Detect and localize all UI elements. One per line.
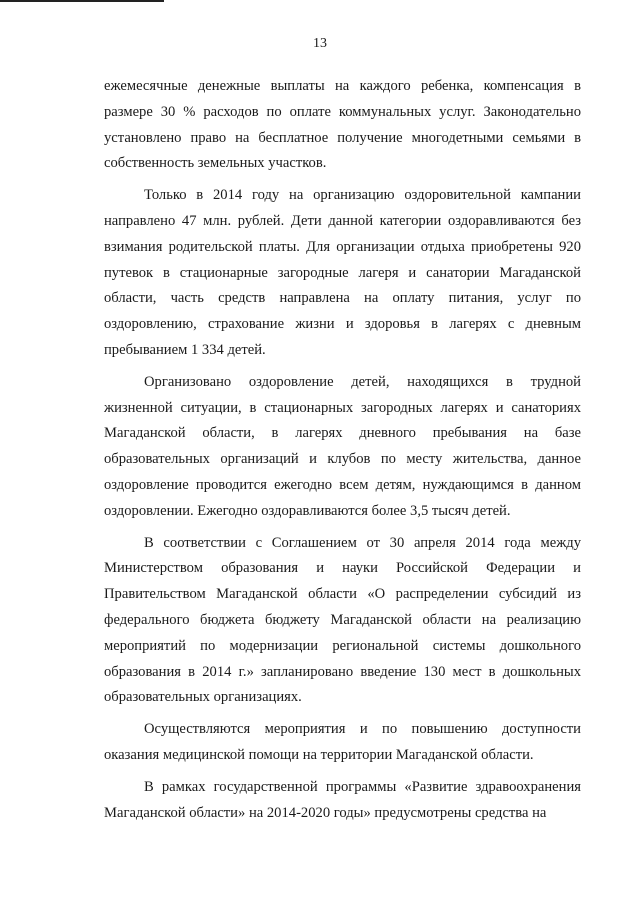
paragraph-continuation: ежемесячные денежные выплаты на каждого ребенка, компенсация в размере 30 % расходов по оплате коммунальных услуг. Законодательно установлено право на бесплатное получение многодетными семьями в собственность земельных участков. xyxy=(104,78,581,172)
paragraph-children-recovery: Организовано оздоровление детей, находящихся в трудной жизненной ситуации, в стационарных загородных лагерях и санаториях Магаданской области, в лагерях дневного пребывания на базе образовательных организаций и клубов по месту жительства, данное оздоровление проводится ежегодно всем детям, нуждающимся в данном оздоровлении. Ежегодно оздоравливаются более 3,5 тысяч детей. xyxy=(104,373,581,519)
document-body xyxy=(104,74,581,832)
top-rule xyxy=(0,0,164,2)
page-number: 13 xyxy=(313,36,327,51)
paragraph-agreement: В соответствии с Соглашением от 30 апреля 2014 года между Министерством образования и науки Российской Федерации и Правительством Магаданской области «О распределении субсидий из федерального бюджета бюджету Магаданской области на реализацию мероприятий по модернизации региональной системы дошкольного образования в 2014 г.» запланировано введение 130 мест в дошкольных образовательных организациях. xyxy=(104,534,581,706)
paragraph-medical-access: Осуществляются мероприятия и по повышению доступности оказания медицинской помощи на территории Магаданской области. xyxy=(104,721,581,763)
paragraph-state-program: В рамках государственной программы «Развитие здравоохранения Магаданской области» на 2014-2020 годы» предусмотрены средства на xyxy=(104,778,581,821)
paragraph-health-campaign: Только в 2014 году на организацию оздоровительной кампании направлено 47 млн. рублей. Дети данной категории оздоравливаются без взимания родительской платы. Для организации отдыха приобретены 920 путевок в стационарные загородные лагеря и санатории Магаданской области, часть средств направлена на оплату питания, услуг по оздоровлению, страхование жизни и здоровья в лагерях с дневным пребыванием 1 334 детей. xyxy=(104,187,581,358)
